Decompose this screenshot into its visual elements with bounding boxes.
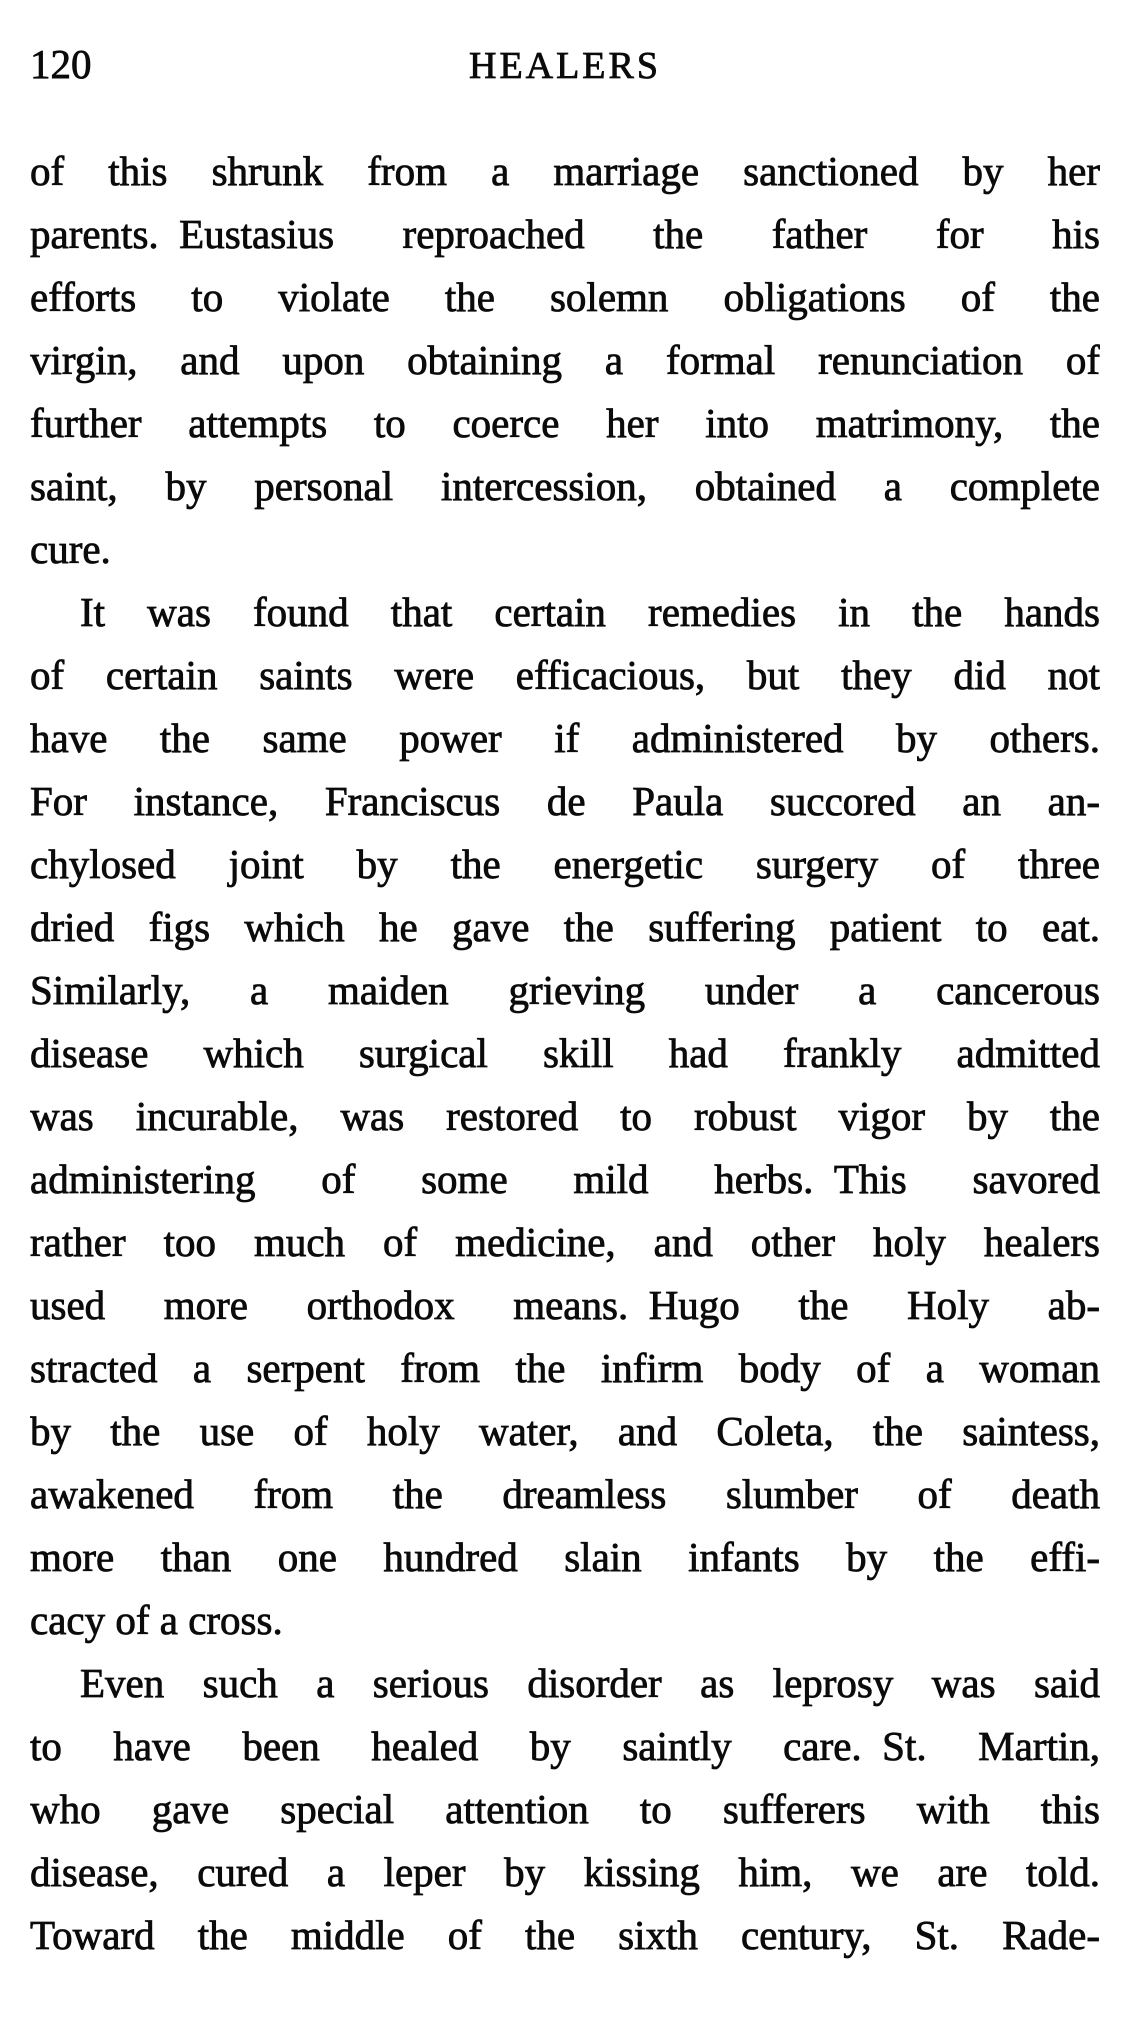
paragraph (30, 1652, 1100, 1967)
text-line: have the same power if administered by others. (30, 715, 1100, 761)
text-line: who gave special attention to sufferers with this (30, 1786, 1100, 1832)
text-line: saint, by personal intercession, obtained a complete (30, 463, 1100, 509)
page-header (30, 40, 1100, 88)
text-line: further attempts to coerce her into matrimony, the (30, 400, 1100, 446)
page-number: 120 (30, 41, 92, 87)
text-line: It was found that certain remedies in the hands (80, 589, 1100, 635)
paragraph (30, 581, 1100, 1652)
text-line: disease, cured a leper by kissing him, we are told. (30, 1849, 1100, 1895)
text-line: Similarly, a maiden grieving under a cancerous (30, 967, 1100, 1013)
text-line: used more orthodox means. Hugo the Holy ab- (30, 1282, 1100, 1328)
text-line: efforts to violate the solemn obligations of the (30, 274, 1100, 320)
text-line: awakened from the dreamless slumber of death (30, 1471, 1100, 1517)
text-line: Toward the middle of the sixth century, St. Rade- (30, 1912, 1100, 1958)
text-line: to have been healed by saintly care. St. Martin, (30, 1723, 1100, 1769)
text-line: administering of some mild herbs. This savored (30, 1156, 1100, 1202)
text-line: more than one hundred slain infants by the effi- (30, 1534, 1100, 1580)
text-line: of this shrunk from a marriage sanctioned by her (30, 148, 1100, 194)
text-line: was incurable, was restored to robust vigor by the (30, 1093, 1100, 1139)
text-line: parents. Eustasius reproached the father for his (30, 211, 1100, 257)
text-line: For instance, Franciscus de Paula succored an an- (30, 778, 1100, 824)
text-line: of certain saints were efficacious, but they did not (30, 652, 1100, 698)
running-title: HEALERS (469, 45, 661, 87)
text-line: stracted a serpent from the infirm body of a woman (30, 1345, 1100, 1391)
text-line: dried figs which he gave the suffering patient to eat. (30, 904, 1100, 950)
text-line: virgin, and upon obtaining a formal renunciation of (30, 337, 1100, 383)
text-line: cacy of a cross. (30, 1597, 283, 1643)
text-line: rather too much of medicine, and other holy healers (30, 1219, 1100, 1265)
page-text (30, 140, 1100, 1967)
text-line: Even such a serious disorder as leprosy was said (80, 1660, 1100, 1706)
text-line: by the use of holy water, and Coleta, the saintess, (30, 1408, 1100, 1454)
text-line: disease which surgical skill had frankly admitted (30, 1030, 1100, 1076)
text-line: chylosed joint by the energetic surgery of three (30, 841, 1100, 887)
text-line: cure. (30, 526, 111, 572)
paragraph (30, 140, 1100, 581)
